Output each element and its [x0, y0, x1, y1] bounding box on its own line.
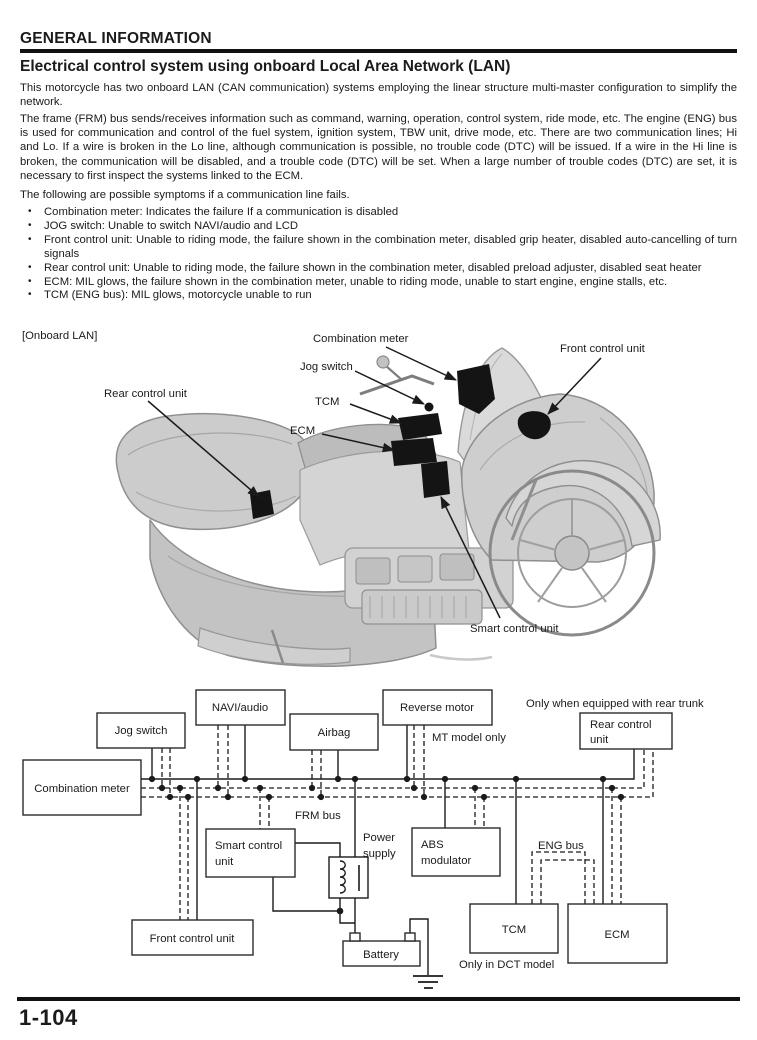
- figure-caption: [Onboard LAN]: [22, 330, 98, 342]
- symptom-list: [20, 206, 737, 303]
- bullet-marker: [28, 275, 32, 289]
- battery-terminal-positive: [350, 933, 360, 941]
- note-mt-only: MT model only: [432, 732, 506, 744]
- label-rear-control-line1: Rear control: [590, 719, 652, 731]
- symptom-text: JOG switch: Unable to switch NAVI/audio and LCD: [44, 219, 299, 232]
- symptom-text: Rear control unit: Unable to riding mode, the failure shown in the combination meter, disabled preload adjuster, disabled seat heater: [44, 261, 702, 274]
- symptom-text: Front control unit: Unable to riding mode, the failure shown in the combination meter, disabled grip heater, disabled auto-cancelling of turn signals: [44, 233, 737, 260]
- paragraph-3: The following are possible symptoms if a communication line fails.: [20, 189, 350, 201]
- label-airbag: Airbag: [317, 727, 351, 739]
- callout-front-control-unit: Front control unit: [560, 343, 645, 355]
- bullet-marker: [28, 219, 32, 233]
- callout-rear-control-unit: Rear control unit: [104, 388, 187, 400]
- label-reverse-motor: Reverse motor: [399, 702, 475, 714]
- list-item: [20, 262, 737, 276]
- bullet-marker: [28, 261, 32, 275]
- label-combination-meter: Combination meter: [34, 783, 130, 795]
- callout-jog-switch: Jog switch: [300, 361, 353, 373]
- list-item: [20, 234, 737, 262]
- box-smart-control-unit: [206, 829, 295, 877]
- power-supply-relay: [329, 857, 368, 898]
- note-frm-bus: FRM bus: [295, 810, 341, 822]
- page-number: 1-104: [19, 1005, 78, 1030]
- symptom-text: TCM (ENG bus): MIL glows, motorcycle unable to run: [44, 289, 312, 302]
- list-item: [20, 220, 737, 234]
- label-navi-audio: NAVI/audio: [211, 702, 269, 714]
- callout-ecm: ECM: [290, 425, 316, 437]
- bullet-marker: [28, 288, 32, 302]
- note-power-line1: Power: [363, 832, 396, 844]
- diagram-bus-dashed: [141, 725, 653, 920]
- callout-tcm: TCM: [315, 396, 340, 408]
- footer-rule: [17, 997, 740, 1001]
- label-rear-control-line2: unit: [590, 734, 609, 746]
- label-battery: Battery: [363, 949, 399, 961]
- tcm-marker: [398, 413, 442, 440]
- note-rear-trunk: Only when equipped with rear trunk: [526, 698, 704, 710]
- list-item: [20, 289, 737, 303]
- ecm-marker: [391, 438, 437, 466]
- smart-control-marker: [421, 461, 450, 498]
- callout-smart-control-unit: Smart control unit: [470, 623, 559, 635]
- list-item: [20, 276, 737, 290]
- label-tcm: TCM: [501, 924, 527, 936]
- motorcycle-illustration: [116, 348, 660, 666]
- label-abs-line1: ABS: [421, 839, 444, 851]
- bullet-marker: [28, 205, 32, 219]
- chapter-header: GENERAL INFORMATION: [20, 30, 212, 47]
- lan-block-diagram: [0, 683, 757, 998]
- rear-control-marker: [250, 490, 274, 519]
- label-abs-line2: modulator: [421, 855, 472, 867]
- label-smart-control-line1: Smart control: [215, 840, 283, 852]
- motorcycle-location-figure: [0, 325, 757, 690]
- label-smart-control-line2: unit: [215, 856, 234, 868]
- bullet-marker: [28, 233, 32, 247]
- battery-terminal-negative: [405, 933, 415, 941]
- section-title: Electrical control system using onboard Local Area Network (LAN): [20, 58, 511, 75]
- label-jog-switch: Jog switch: [114, 725, 168, 737]
- symptom-text: Combination meter: Indicates the failure If a communication is disabled: [44, 206, 399, 218]
- label-ecm: ECM: [604, 929, 630, 941]
- paragraph-2: The frame (FRM) bus sends/receives information such as command, warning, operation, control system, ride mode, etc. The engine (ENG) bus is used for communication and control of the fuel system, ignition system, TBW unit, drive mode, etc. There are two communication lines; Hi and Lo. If a wire is broken in the Lo line, although communication is possible, no trouble code (DTC) will be issued. If a wire in the Hi line is broken, the communication will be disabled, and a trouble code (DTC) will be set. When a large number of trouble codes (DTC) are set, it is necessary to first inspect the systems linked to the ECM.: [20, 113, 737, 182]
- callout-combination-meter: Combination meter: [313, 333, 409, 345]
- list-item: [20, 206, 737, 220]
- note-eng-bus: ENG bus: [538, 840, 584, 852]
- paragraph-1: This motorcycle has two onboard LAN (CAN communication) systems employing the linear structure multi-master configuration to simplify the network.: [20, 82, 737, 109]
- jog-switch-marker: [425, 403, 434, 412]
- box-abs-modulator: [412, 828, 500, 876]
- symptom-text: ECM: MIL glows, the failure shown in the combination meter, unable to riding mode, unable to start engine, engine stalls, etc.: [44, 275, 668, 288]
- label-front-control-unit: Front control unit: [149, 933, 235, 945]
- header-rule: [20, 49, 737, 53]
- note-dct-only: Only in DCT model: [459, 959, 555, 971]
- note-power-line2: supply: [363, 848, 396, 860]
